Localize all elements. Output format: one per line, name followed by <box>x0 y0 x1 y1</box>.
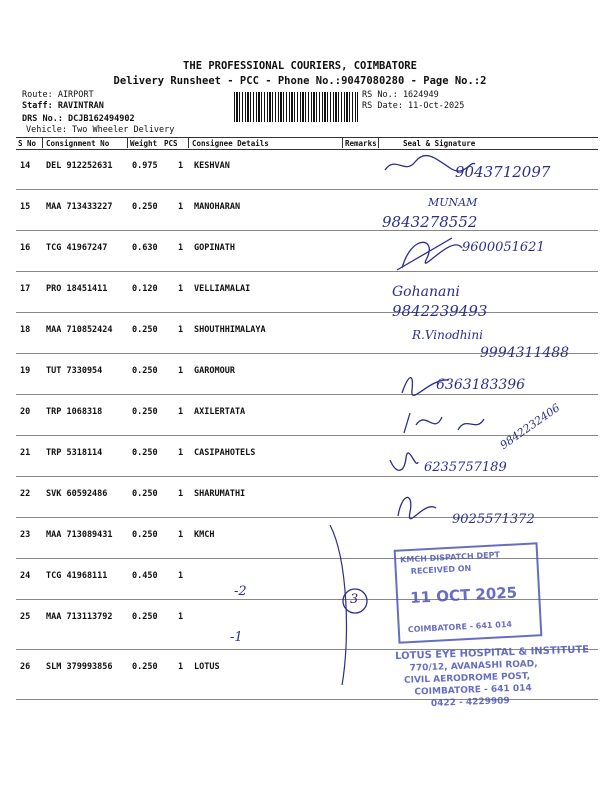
cell-pcs: 1 <box>178 530 184 540</box>
signature-name-15: MUNAM <box>428 196 478 209</box>
cell-weight: 0.120 <box>132 284 158 294</box>
remark-24: -2 <box>234 584 247 599</box>
cell-pcs: 1 <box>178 243 184 253</box>
cell-weight: 0.250 <box>132 530 158 540</box>
stamp-text: COIMBATORE - 641 014 <box>407 619 513 635</box>
stamp-text: RECEIVED ON <box>410 563 472 576</box>
cell-consignee: SHOUTHHIMALAYA <box>194 325 266 335</box>
signature-scribble <box>392 228 472 276</box>
cell-sno: 24 <box>20 571 31 581</box>
cell-consignment: PRO 18451411 <box>46 284 108 294</box>
signature-phone-16: 9600051621 <box>462 240 545 255</box>
stamp-text: LOTUS EYE HOSPITAL & INSTITUTE <box>395 644 590 663</box>
cell-consignment: MAA 713089431 <box>46 530 113 540</box>
signature-scribble <box>386 452 420 476</box>
cell-consignment: MAA 710852424 <box>46 325 113 335</box>
cell-consignment: MAA 713113792 <box>46 612 113 622</box>
cell-sno: 21 <box>20 448 31 458</box>
cell-sno: 25 <box>20 612 31 622</box>
cell-consignee: VELLIAMALAI <box>194 284 251 294</box>
signature-phone-18: 9994311488 <box>480 345 570 361</box>
cell-consignment: TUT 7330954 <box>46 366 103 376</box>
cell-pcs: 1 <box>178 571 184 581</box>
col-header-consignment: Consignment No <box>46 139 110 148</box>
col-header-consignee: Consignee Details <box>192 139 269 148</box>
cell-consignee: SHARUMATHI <box>194 489 246 499</box>
cell-consignment: SLM 379993856 <box>46 662 113 672</box>
cell-sno: 14 <box>20 161 31 171</box>
cell-sno: 15 <box>20 202 31 212</box>
col-header-remarks: Remarks <box>345 139 377 148</box>
signature-phone-22: 9025571372 <box>452 512 535 527</box>
signature-scribble <box>398 405 488 439</box>
signature-phone-15: 9843278552 <box>382 213 478 231</box>
route-label: Route: AIRPORT <box>22 90 94 100</box>
stamp-text: 770/12, AVANASHI ROAD, <box>409 659 538 674</box>
signature-name-18: R.Vinodhini <box>412 328 483 342</box>
bracket-stroke <box>320 520 360 690</box>
col-header-pcs: PCS <box>164 139 178 148</box>
column-divider <box>378 138 379 148</box>
circled-count: 3 <box>350 592 359 607</box>
cell-weight: 0.630 <box>132 243 158 253</box>
cell-consignee: CASIPAHOTELS <box>194 448 256 458</box>
cell-pcs: 1 <box>178 489 184 499</box>
cell-consignee: KESHVAN <box>194 161 230 171</box>
stamp-phone: 0422 - 4229909 <box>430 696 510 709</box>
cell-weight: 0.250 <box>132 489 158 499</box>
rs-number: RS No.: 1624949 <box>362 90 439 100</box>
company-title: THE PROFESSIONAL COURIERS, COIMBATORE <box>183 60 417 72</box>
cell-sno: 22 <box>20 489 31 499</box>
runsheet-subtitle: Delivery Runsheet - PCC - Phone No.:9047080280 - Page No.:2 <box>113 75 487 87</box>
cell-consignment: TRP 1068318 <box>46 407 103 417</box>
stamp-text: CIVIL AERODROME POST, <box>403 671 531 686</box>
table-header-top-rule <box>16 137 598 138</box>
cell-consignment: TRP 5318114 <box>46 448 103 458</box>
stamp-text: KMCH DISPATCH DEPT <box>399 550 501 565</box>
stamp-text: COIMBATORE - 641 014 <box>414 683 532 698</box>
cell-sno: 26 <box>20 662 31 672</box>
cell-consignee: MANOHARAN <box>194 202 241 212</box>
vehicle-label: Vehicle: Two Wheeler Delivery <box>26 125 175 135</box>
cell-sno: 19 <box>20 366 31 376</box>
barcode <box>234 92 358 122</box>
signature-name-17: Gohanani <box>392 284 460 300</box>
col-header-weight: Weight <box>130 139 158 148</box>
cell-weight: 0.250 <box>132 448 158 458</box>
cell-consignment: MAA 713433227 <box>46 202 113 212</box>
cell-sno: 16 <box>20 243 31 253</box>
cell-consignment: SVK 60592486 <box>46 489 108 499</box>
cell-pcs: 1 <box>178 662 184 672</box>
lotus-hospital-stamp <box>395 643 590 713</box>
column-divider <box>42 138 43 148</box>
cell-sno: 17 <box>20 284 31 294</box>
cell-sno: 20 <box>20 407 31 417</box>
cell-consignee: GOPINATH <box>194 243 235 253</box>
cell-sno: 18 <box>20 325 31 335</box>
signature-scribble <box>392 488 438 520</box>
drs-number: DRS No.: DCJB162494902 <box>22 114 135 124</box>
column-divider <box>188 138 189 148</box>
remark-25: -1 <box>230 630 243 645</box>
cell-weight: 0.450 <box>132 571 158 581</box>
cell-weight: 0.250 <box>132 662 158 672</box>
table-row <box>0 272 600 313</box>
cell-pcs: 1 <box>178 612 184 622</box>
column-divider <box>342 138 343 148</box>
stamp-date: 11 OCT 2025 <box>409 583 518 608</box>
cell-consignee: KMCH <box>194 530 215 540</box>
cell-pcs: 1 <box>178 407 184 417</box>
cell-weight: 0.250 <box>132 612 158 622</box>
cell-pcs: 1 <box>178 161 184 171</box>
signature-phone-17: 9842239493 <box>392 302 488 320</box>
cell-weight: 0.250 <box>132 325 158 335</box>
table-row <box>0 190 600 231</box>
cell-weight: 0.250 <box>132 407 158 417</box>
col-header-signature: Seal & Signature <box>403 139 476 148</box>
cell-sno: 23 <box>20 530 31 540</box>
cell-consignee: LOTUS <box>194 662 220 672</box>
cell-weight: 0.250 <box>132 366 158 376</box>
cell-consignment: DEL 912252631 <box>46 161 113 171</box>
signature-phone-20: 9842232406 <box>497 401 563 452</box>
cell-pcs: 1 <box>178 202 184 212</box>
cell-pcs: 1 <box>178 284 184 294</box>
kmch-received-stamp <box>394 542 543 643</box>
signature-phone-21: 6235757189 <box>424 460 507 475</box>
col-header-sno: S No <box>18 139 37 148</box>
cell-pcs: 1 <box>178 366 184 376</box>
cell-consignment: TCG 41967247 <box>46 243 108 253</box>
rs-date: RS Date: 11-Oct-2025 <box>362 101 465 111</box>
cell-pcs: 1 <box>178 325 184 335</box>
cell-weight: 0.975 <box>132 161 158 171</box>
cell-weight: 0.250 <box>132 202 158 212</box>
signature-phone-19: 6363183396 <box>436 377 526 393</box>
cell-pcs: 1 <box>178 448 184 458</box>
signature-phone-14: 9043712097 <box>455 163 551 181</box>
cell-consignment: TCG 41968111 <box>46 571 108 581</box>
column-divider <box>127 138 128 148</box>
cell-consignee: AXILERTATA <box>194 407 246 417</box>
staff-label: Staff: RAVINTRAN <box>22 101 104 111</box>
cell-consignee: GAROMOUR <box>194 366 235 376</box>
table-row <box>0 395 600 436</box>
